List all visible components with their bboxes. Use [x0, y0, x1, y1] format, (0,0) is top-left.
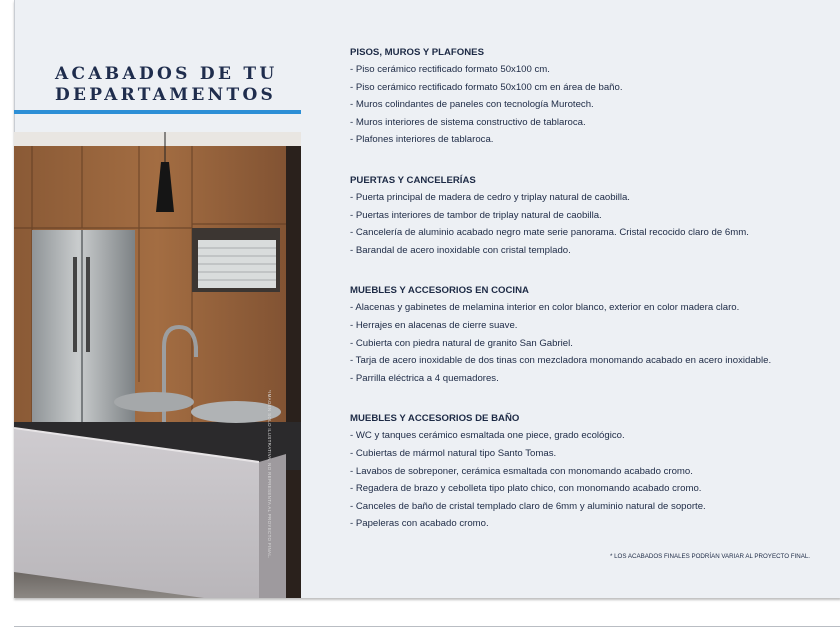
- photo-disclaimer: *IMAGEN SOLO ILUSTRATIVA, NO REPRESENTA AL PROYECTO FINAL.: [267, 390, 272, 559]
- list-item: - Puerta principal de madera de cedro y triplay natural de caobilla.: [350, 191, 630, 203]
- list-item: - Regadera de brazo y cebolleta tipo plato chico, con monomando acabado cromo.: [350, 483, 702, 495]
- list-item: - Alacenas y gabinetes de melamina interior en color blanco, exterior en color madera claro.: [350, 302, 740, 314]
- title-underline: [14, 110, 301, 114]
- list-item: - Muros interiores de sistema constructivo de tablaroca.: [350, 116, 586, 128]
- list-item: - Barandal de acero inoxidable con cristal templado.: [350, 244, 571, 256]
- section-heading: MUEBLES Y ACCESORIOS EN COCINA: [350, 285, 529, 297]
- list-item: - Piso cerámico rectificado formato 50x100 cm.: [350, 64, 550, 75]
- list-item: - Puertas interiores de tambor de triplay natural de caobilla.: [350, 209, 602, 221]
- list-item: - Plafones interiores de tablaroca.: [350, 134, 494, 146]
- section-bano: [350, 410, 820, 533]
- list-item: - Tarja de acero inoxidable de dos tinas con mezcladora monomando acabado en acero inoxidable.: [350, 355, 772, 367]
- list-item: - Papeleras con acabado cromo.: [350, 518, 489, 530]
- list-item: - Piso cerámico rectificado formato 50x100 cm en área de baño.: [350, 81, 623, 93]
- list-item: - Cancelería de aluminio acabado negro mate serie panorama. Cristal recocido claro de 6mm.: [350, 227, 749, 239]
- title-line-1: ACABADOS DE TU: [55, 64, 278, 84]
- list-item: - Lavabos de sobreponer, cerámica esmaltada con monomando acabado cromo.: [350, 465, 693, 477]
- footnote: * LOS ACABADOS FINALES PODRÍAN VARIAR AL PROYECTO FINAL.: [609, 553, 810, 560]
- section-heading: MUEBLES Y ACCESORIOS DE BAÑO: [350, 413, 520, 425]
- list-item: - Herrajes en alacenas de cierre suave.: [350, 319, 518, 331]
- list-item: - Cubierta con piedra natural de granito San Gabriel.: [350, 337, 573, 349]
- kitchen-photo: [14, 132, 301, 598]
- section-heading: PUERTAS Y CANCELERÍAS: [350, 174, 476, 186]
- section-pisos: [350, 44, 820, 149]
- title-line-2: DEPARTAMENTOS: [55, 85, 277, 105]
- next-page-edge: [14, 626, 840, 627]
- page-title: [55, 64, 305, 106]
- list-item: - Muros colindantes de paneles con tecnología Murotech.: [350, 99, 594, 111]
- list-item: - Parrilla eléctrica a 4 quemadores.: [350, 372, 499, 384]
- list-item: - WC y tanques cerámico esmaltada one piece, grado ecológico.: [350, 430, 625, 442]
- section-heading: PISOS, MUROS Y PLAFONES: [350, 47, 484, 58]
- section-puertas: [350, 172, 820, 259]
- finishes-list: [350, 44, 820, 533]
- list-item: - Canceles de baño de cristal templado claro de 6mm y aluminio natural de soporte.: [350, 500, 706, 512]
- section-cocina: [350, 282, 820, 387]
- list-item: - Cubiertas de mármol natural tipo Santo Tomas.: [350, 447, 557, 459]
